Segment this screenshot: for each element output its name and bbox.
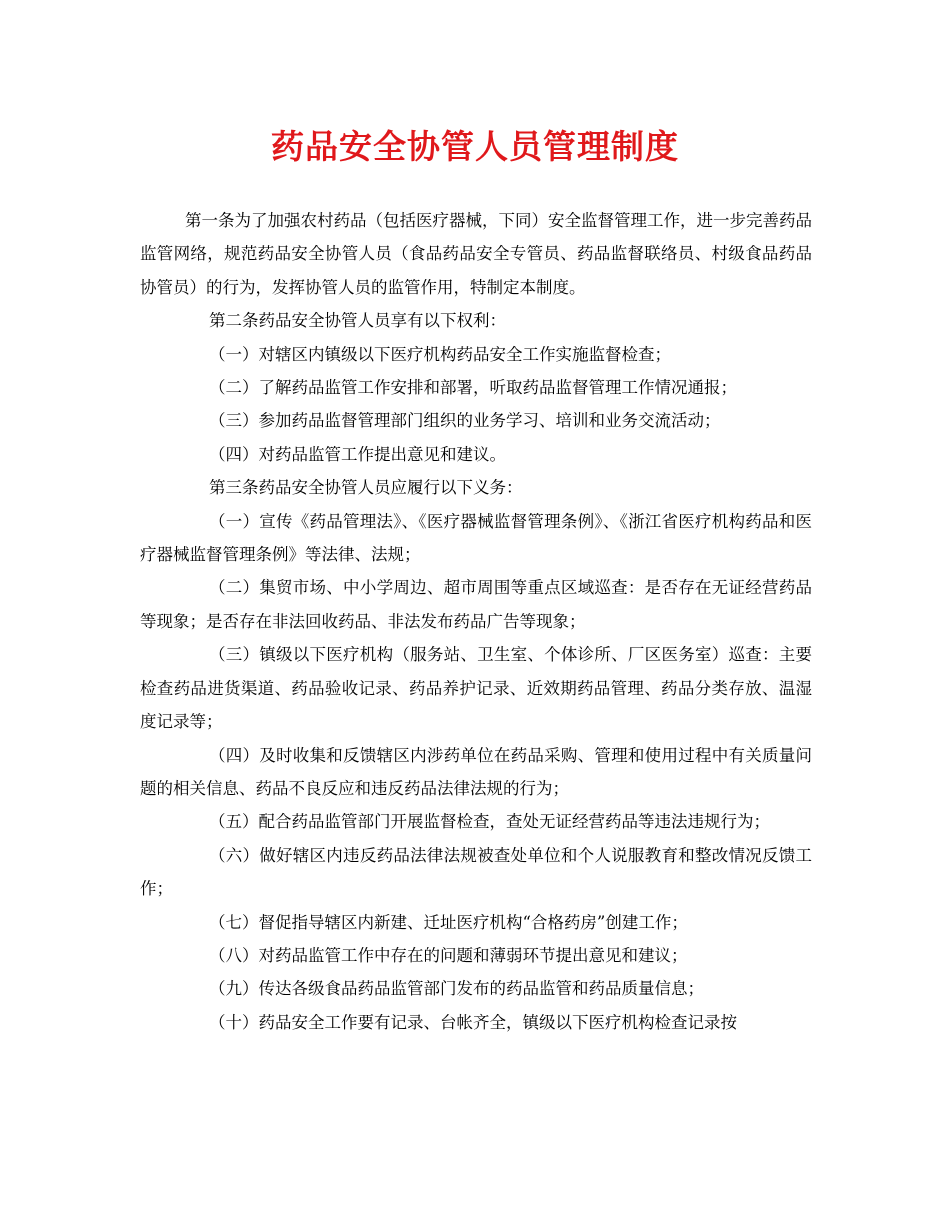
document-body <box>140 204 812 1039</box>
article-3-item-4: （四）及时收集和反馈辖区内涉药单位在药品采购、管理和使用过程中有关质量问题的相关信息、药品不良反应和违反药品法律法规的行为； <box>140 745 812 798</box>
article-3-item-5: （五）配合药品监管部门开展监督检查，查处无证经营药品等违法违规行为； <box>209 812 770 832</box>
article-3-item-9: （九）传达各级食品药品监管部门发布的药品监管和药品质量信息； <box>209 979 704 999</box>
article-3-item-6: （六）做好辖区内违反药品法律法规被查处单位和个人说服教育和整改情况反馈工作； <box>140 845 812 899</box>
article-3-item-8: （八）对药品监管工作中存在的问题和薄弱环节提出意见和建议； <box>209 945 688 965</box>
article-3-item-3: （三）镇级以下医疗机构（服务站、卫生室、个体诊所、厂区医务室）巡查：主要检查药品进货渠道、药品验收记录、药品养护记录、近效期药品管理、药品分类存放、温湿度记录等； <box>140 645 812 732</box>
document-title: 药品安全协管人员管理制度 <box>271 127 679 166</box>
article-3-item-10: （十）药品安全工作要有记录、台帐齐全，镇级以下医疗机构检查记录按 <box>209 1012 737 1032</box>
article-2-item-3: （三）参加药品监督管理部门组织的业务学习、培训和业务交流活动； <box>209 411 721 431</box>
article-1: 第一条为了加强农村药品（包括医疗器械，下同）安全监督管理工作，进一步完善药品监管网络，规范药品安全协管人员（食品药品安全专管员、药品监督联络员、村级食品药品协管员）的行为，发挥协管人员的监管作用，特制定本制度。 <box>140 211 812 297</box>
article-2-heading: 第二条药品安全协管人员享有以下权利： <box>209 311 506 331</box>
article-2-item-2: （二）了解药品监管工作安排和部署，听取药品监督管理工作情况通报； <box>209 378 737 398</box>
article-3-item-7: （七）督促指导辖区内新建、迁址医疗机构“合格药房”创建工作； <box>209 912 688 932</box>
article-3-item-1: （一）宣传《药品管理法》、《医疗器械监督管理条例》、《浙江省医疗机构药品和医疗器械监督管理条例》等法律、法规； <box>140 511 812 565</box>
article-2-item-4: （四）对药品监管工作提出意见和建议。 <box>209 444 506 464</box>
article-2-item-1: （一）对辖区内镇级以下医疗机构药品安全工作实施监督检查； <box>209 344 671 364</box>
article-3-item-2: （二）集贸市场、中小学周边、超市周围等重点区域巡查：是否存在无证经营药品等现象；是否存在非法回收药品、非法发布药品广告等现象； <box>140 578 812 631</box>
article-3-heading: 第三条药品安全协管人员应履行以下义务： <box>209 478 523 498</box>
